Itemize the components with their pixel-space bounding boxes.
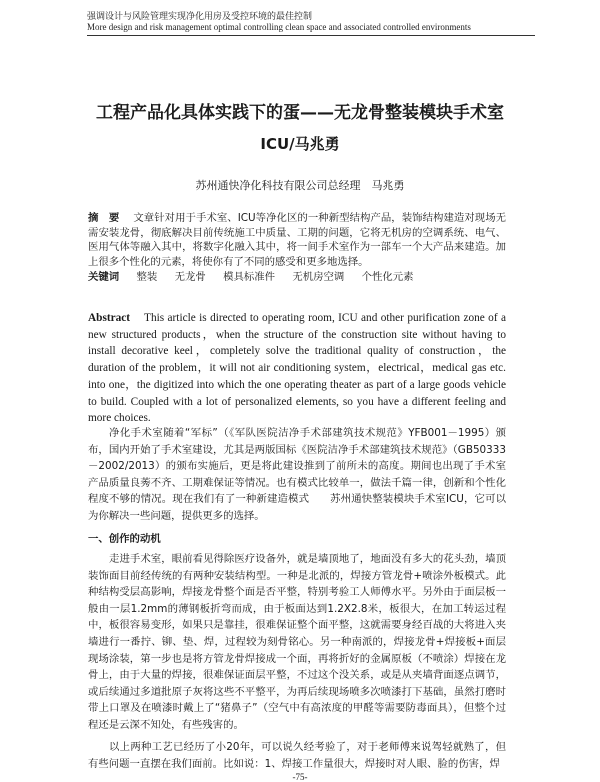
keyword: 无龙骨 bbox=[174, 271, 206, 283]
keywords bbox=[88, 270, 506, 285]
abstract-en-label: Abstract bbox=[88, 312, 131, 324]
body-paragraph-3: 以上两种工艺已经历了小20年，可以说久经考验了，对于老师傅来说驾轻就熟了，但有些问题一直摆在我们面前。比如说：1、焊接工作量很大，焊接时对人眼、脸的伤害，焊 bbox=[88, 741, 506, 770]
abstract-en-text: This article is directed to operating room, ICU and other purification zone of a new structured products，when the structure of the construction site without having to install decorative keel，completely solve the traditional quality of construction，the duration of the problem，it will not air conditioning system，electrical，medical gas etc. into one，the digitized into which the one operating theater as part of a large goods vehicle to build. Coupled with a lot of personalized elements, so you have a different feeling and more choices. bbox=[88, 312, 506, 425]
keywords-label: 关键词 bbox=[88, 271, 120, 283]
keyword: 无机房空调 bbox=[292, 271, 345, 283]
header-cn: 强调设计与风险管理实现净化用房及受控环境的最佳控制 bbox=[87, 11, 313, 21]
keyword: 个性化元素 bbox=[361, 271, 414, 283]
body-paragraph-1: 净化手术室随着“军标”（《军队医院洁净手术部建筑技术规范》YFB001－1995）颁布，国内开始了手术室建设，尤其是两版国标《医院洁净手术部建筑技术规范》（GB50333－2002/2013）的颁布实施后，更是将此建设推到了前所未的高度。期间也出现了手术室产品质量良莠不齐、工期难保证等情况。也有模式比较单一，做法千篇一律，创新和个性化程度不够的情况。现在我们有了一种新建造模式 苏州通快整装模块手术室ICU，它可以为你解决一些问题，提供更多的选择。 bbox=[88, 427, 506, 522]
body-paragraph-2: 走进手术室，眼前看见得除医疗设备外，就是墙顶地了，地面没有多大的花头劲，墙顶装饰面目前经传统的有两种安装结构型。一种是北派的，焊接方管龙骨+喷涂外板模式。此种结构受层高影响，焊接龙骨整个面是否平整，特别考验工人师傅水平。另外由于面层板一般由一层1.2mm的薄钢板折弯而成，由于板面达到1.2X2.8米，板很大，在加工转运过程中，板很容易变形，如果只是靠挂，很难保证整个面平整，这就需要身经百战的大将进入夹墙进行一番拧、铆、垫、焊，过程较为刻骨铭心。另一种南派的，焊接龙骨+焊接板+面层现场涂装，第一步也是将方管龙骨焊接成一个面，再将折好的金属原板（不喷涂）焊接在龙骨上，由于大量的焊接，很难保证面层平整，不过这个没关系，或是从夹墙背面逐点调节，或后续通过多道批原子灰将这些不平整平，为再后续现场喷多次喷漆打下基础，虽然打磨时带上口罩及在喷漆时戴上了“猪鼻子”（空气中有高浓度的甲醛等需要防毒面具），但整个过程还是云深不知处，有些残害的。 bbox=[88, 553, 506, 731]
abstract-cn bbox=[88, 211, 506, 269]
article-subtitle: ICU/马兆勇 bbox=[260, 135, 340, 153]
author-line: 苏州通快净化科技有限公司总经理 马兆勇 bbox=[195, 179, 405, 192]
section-heading-1: 一、创作的动机 bbox=[88, 533, 161, 545]
header-en: More design and risk management optimal controlling clean space and associated controlled environments bbox=[87, 22, 471, 32]
abstract-en bbox=[88, 310, 506, 427]
abstract-cn-label: 摘 要 bbox=[88, 212, 120, 224]
keyword: 模具标准件 bbox=[223, 271, 276, 283]
article-title: 工程产品化具体实践下的蛋——无龙骨整装模块手术室 bbox=[96, 103, 504, 123]
page-number: -75- bbox=[292, 772, 308, 782]
abstract-cn-text: 文章针对用于手术室、ICU等净化区的一种新型结构产品，装饰结构建造对现场无需安装龙骨，彻底解决目前传统施工中质量、工期的问题，它将无机房的空调系统、电气、医用气体等融入其中，将数字化融入其中，将一间手术室作为一部车一个大产品来建造。加上很多个性化的元素，将使你有了不同的感受和更多地选择。 bbox=[88, 212, 507, 268]
keyword: 整装 bbox=[136, 271, 158, 283]
running-header bbox=[87, 11, 535, 36]
